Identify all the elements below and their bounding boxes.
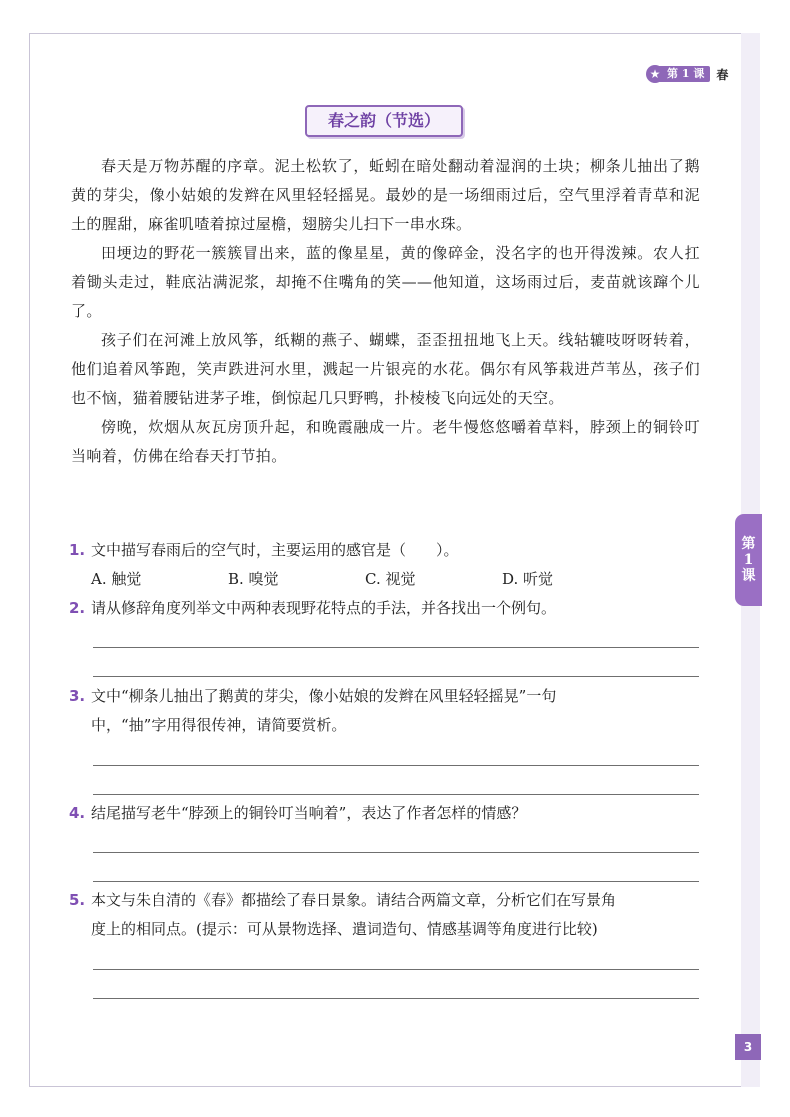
answer-line[interactable] [93,794,699,795]
question-number: 2. [69,599,86,617]
option-b[interactable]: B. 嗅觉 [228,570,279,588]
question-text-continued: 度上的相同点。(提示：可从景物选择、遣词造句、情感基调等角度进行比较) [91,920,598,938]
option-d[interactable]: D. 听觉 [502,570,554,588]
question-text: 本文与朱自清的《春》都描绘了春日景象。请结合两篇文章，分析它们在写景角 [91,891,617,909]
option-a[interactable]: A. 触觉 [91,570,142,588]
question-text: 请从修辞角度列举文中两种表现野花特点的手法，并各找出一个例句。 [91,599,557,617]
option-c[interactable]: C. 视觉 [365,570,416,588]
star-icon: ★ [646,65,664,83]
lesson-side-tab[interactable] [735,514,762,606]
question-number: 1. [69,541,86,559]
passage [71,152,700,471]
question-text: 结尾描写老牛“脖颈上的铜铃叮当响着”，表达了作者怎样的情感？ [91,804,527,822]
options [69,565,704,594]
tab-char: 课 [741,568,756,584]
question-text: 文中描写春雨后的空气时，主要运用的感官是（ ）。 [91,541,459,559]
page-number: 3 [735,1034,761,1060]
paragraph: 春天是万物苏醒的序章。泥土松软了，蚯蚓在暗处翻动着湿润的土块；柳条儿抽出了鹅黄的芽尖，像小姑娘的发辫在风里轻轻摇晃。最妙的是一场细雨过后，空气里浮着青草和泥土的腥甜，麻雀叽喳着掠过屋檐，翅膀尖儿扫下一串水珠。 [71,157,700,233]
question-4 [69,799,704,828]
lesson-name: 春 [716,67,729,82]
lesson-badge: 第 1 课 [657,66,710,82]
answer-line[interactable] [93,969,699,970]
answer-line[interactable] [93,676,699,677]
answer-line[interactable] [93,998,699,999]
passage-title-box [305,105,463,137]
answer-line[interactable] [93,765,699,766]
question-text-continued: 中，“抽”字用得很传神，请简要赏析。 [91,716,347,734]
question-5 [69,886,704,944]
question-text: 文中“柳条儿抽出了鹅黄的芽尖，像小姑娘的发辫在风里轻轻摇晃”一句 [91,687,557,705]
question-number: 3. [69,687,86,705]
question-number: 4. [69,804,86,822]
question-3 [69,682,704,740]
tab-char: 第 [741,536,756,552]
paragraph: 田埂边的野花一簇簇冒出来，蓝的像星星，黄的像碎金，没名字的也开得泼辣。农人扛着锄头走过，鞋底沾满泥浆，却掩不住嘴角的笑——他知道，这场雨过后，麦苗就该蹿个儿了。 [71,244,700,320]
answer-line[interactable] [93,881,699,882]
answer-line[interactable] [93,852,699,853]
tab-char: 1 [743,552,754,568]
passage-title: 春之韵（节选） [327,111,440,130]
paragraph: 傍晚，炊烟从灰瓦房顶升起，和晚霞融成一片。老牛慢悠悠嚼着草料，脖颈上的铜铃叮当响着，仿佛在给春天打节拍。 [71,418,700,465]
question-number: 5. [69,891,86,909]
answer-line[interactable] [93,647,699,648]
question-2 [69,594,704,623]
lesson-header [646,64,728,84]
question-1 [69,536,704,594]
paragraph: 孩子们在河滩上放风筝，纸糊的燕子、蝴蝶，歪歪扭扭地飞上天。线轱辘吱呀呀转着，他们追着风筝跑，笑声跌进河水里，溅起一片银亮的水花。偶尔有风筝栽进芦苇丛，孩子们也不恼，猫着腰钻进茅子堆，倒惊起几只野鸭，扑棱棱飞向远处的天空。 [71,331,700,407]
